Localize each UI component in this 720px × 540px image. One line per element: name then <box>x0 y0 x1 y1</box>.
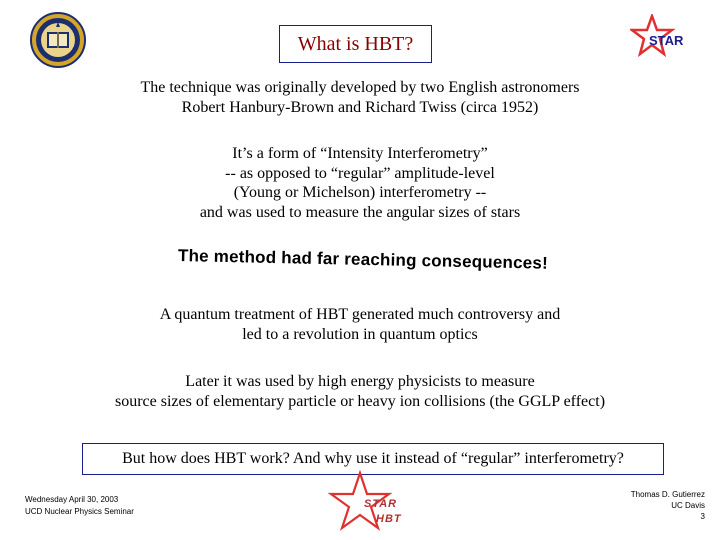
footer-page-number: 3 <box>700 512 705 521</box>
later-line: Later it was used by high energy physicists to measure <box>185 373 535 390</box>
intro-line: The technique was originally developed by two English astronomers <box>140 79 580 96</box>
form-line: It’s a form of “Intensity Interferometry” <box>232 145 488 162</box>
quantum-line: A quantum treatment of HBT generated much controversy and <box>159 306 561 323</box>
intro-line: Robert Hanbury-Brown and Richard Twiss (circa 1952) <box>181 98 539 116</box>
form-paragraph <box>0 144 720 222</box>
quantum-paragraph <box>0 305 720 344</box>
footer-author: Thomas D. Gutierrez <box>630 490 705 499</box>
footer-left <box>25 494 134 518</box>
star-logo-icon <box>630 14 692 58</box>
quantum-line: led to a revolution in quantum optics <box>242 325 478 343</box>
star-hbt-text-star: STAR <box>364 498 398 510</box>
star-logo-text: STAR <box>649 33 684 48</box>
footer-right <box>631 489 705 522</box>
star-hbt-logo-icon <box>322 470 422 538</box>
form-line: and was used to measure the angular sizes of stars <box>199 203 521 221</box>
later-paragraph <box>0 372 720 411</box>
intro-paragraph <box>0 78 720 117</box>
footer-seminar: UCD Nuclear Physics Seminar <box>25 507 134 516</box>
university-seal-icon <box>30 12 86 68</box>
slide-title-box <box>279 25 432 63</box>
question-text: But how does HBT work? And why use it instead of “regular” interferometry? <box>122 450 624 467</box>
star-hbt-text-hbt: HBT <box>376 513 402 525</box>
slide-title: What is HBT? <box>297 32 414 55</box>
form-line: -- as opposed to “regular” amplitude-level <box>225 164 495 182</box>
later-line: source sizes of elementary particle or heavy ion collisions (the GGLP effect) <box>114 392 606 410</box>
footer-affiliation: UC Davis <box>671 501 705 510</box>
consequence-statement: The method had far reaching consequences! <box>177 246 549 273</box>
form-line: (Young or Michelson) interferometry -- <box>233 184 487 201</box>
footer-date: Wednesday April 30, 2003 <box>25 495 119 504</box>
